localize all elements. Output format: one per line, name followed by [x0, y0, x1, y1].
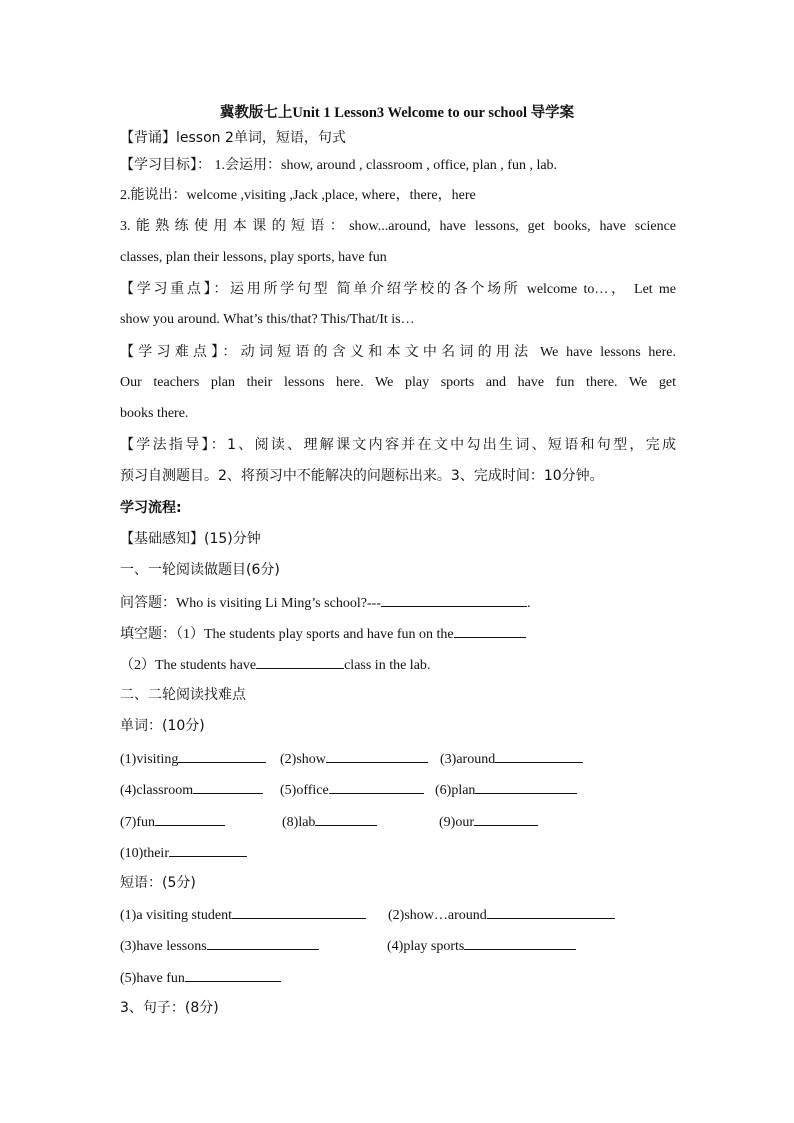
section3-heading: 3、句子：(8分) — [120, 1000, 219, 1016]
word-blank[interactable] — [155, 811, 225, 826]
word-blank[interactable] — [474, 811, 538, 826]
goals-line-1 — [120, 155, 676, 176]
word-blank[interactable] — [178, 748, 266, 763]
word-item: (5)office — [280, 779, 424, 801]
qa-answer-blank[interactable] — [381, 592, 527, 607]
basic-text: (15)分钟 — [204, 531, 261, 547]
word-item: (8)lab — [282, 811, 377, 833]
difficulties-label: 【学习难点】： — [120, 344, 241, 360]
fill-blank-2[interactable] — [256, 654, 344, 669]
word-item: (3)around — [440, 748, 583, 770]
fill-text-2-end: class in the lab. — [344, 658, 431, 673]
key-points-text-1: 运用所学句型 简单介绍学校的各个场所 welcome to…， Let me — [230, 282, 676, 297]
phrase-item: (5)have fun — [120, 967, 281, 989]
word-blank[interactable] — [315, 811, 377, 826]
word-item: (7)fun — [120, 811, 225, 833]
recite-text: lesson 2单词，短语，句式 — [176, 130, 346, 146]
basic-label: 【基础感知】 — [120, 531, 204, 547]
method-line-1 — [120, 435, 676, 456]
phrase-blank[interactable] — [232, 904, 366, 919]
difficulties-text-1: 动词短语的含义和本文中名词的用法 We have lessons here. — [240, 345, 677, 360]
difficulties-line-2: Our teachers plan their lessons here. We play sports and have fun there. We get — [120, 375, 676, 390]
word-item: (2)show — [280, 748, 428, 770]
word-blank[interactable] — [495, 748, 583, 763]
fill-line-2 — [120, 654, 676, 676]
recite-label: 【背诵】 — [120, 130, 176, 146]
word-item: (6)plan — [435, 779, 577, 801]
phrase-item: (4)play sports — [387, 935, 576, 957]
phrase-item: (1)a visiting student — [120, 904, 366, 926]
method-line-2: 预习自测题目。2、将预习中不能解决的问题标出来。3、完成时间：10分钟。 — [120, 468, 604, 484]
phrase-blank[interactable] — [185, 967, 281, 982]
word-blank[interactable] — [193, 779, 263, 794]
fill-label: 填空题： — [120, 626, 176, 642]
difficulties-line-1 — [120, 342, 676, 363]
process-heading: 学习流程: — [120, 500, 182, 516]
goals-text-1: 1.会运用：show, around , classroom , office, plan , fun , lab. — [211, 158, 558, 173]
key-points-label: 【学习重点】： — [120, 281, 231, 297]
key-points-line-1 — [120, 279, 676, 300]
word-blank[interactable] — [475, 779, 577, 794]
fill-text-1: （1）The students play sports and have fun on the — [176, 627, 454, 642]
method-text-1: 1、阅读、理解课文内容并在文中勾出生词、短语和句型，完成 — [227, 437, 676, 453]
section2-heading: 二、二轮阅读找难点 — [120, 687, 246, 703]
phrase-item: (3)have lessons — [120, 935, 319, 957]
qa-text: Who is visiting Li Ming’s school?--- — [176, 596, 381, 611]
section1-heading: 一、一轮阅读做题目(6分) — [120, 562, 280, 578]
key-points-line-2: show you around. What’s this/that? This/That/It is… — [120, 312, 415, 327]
goals-line-2: 2.能说出：welcome ,visiting ,Jack ,place, where，there，here — [120, 188, 476, 203]
phrase-item: (2)show…around — [388, 904, 615, 926]
qa-line — [120, 592, 676, 614]
qa-label: 问答题： — [120, 595, 176, 611]
word-item: (4)classroom — [120, 779, 263, 801]
goals-label: 【学习目标】： — [120, 157, 211, 173]
fill-blank-1[interactable] — [454, 623, 526, 638]
qa-end: . — [526, 596, 531, 611]
word-item: (1)visiting — [120, 748, 266, 770]
word-item: (10)their — [120, 842, 247, 864]
word-blank[interactable] — [326, 748, 428, 763]
recite-line — [120, 128, 676, 149]
phrase-blank[interactable] — [487, 904, 615, 919]
word-blank[interactable] — [329, 779, 424, 794]
fill-text-2: （2）The students have — [120, 658, 257, 673]
phrase-blank[interactable] — [207, 935, 319, 950]
goals-line-4: classes, plan their lessons, play sports, have fun — [120, 250, 387, 265]
word-blank[interactable] — [169, 842, 247, 857]
phrase-blank[interactable] — [464, 935, 576, 950]
page-title: 冀教版七上Unit 1 Lesson3 Welcome to our school 导学案 — [219, 105, 575, 121]
basic-line — [120, 529, 676, 550]
difficulties-line-3: books there. — [120, 406, 189, 421]
goals-line-3: 3.能熟练使用本课的短语：show...around, have lessons, get books, have science — [120, 219, 676, 234]
method-label: 【学法指导】： — [120, 437, 228, 453]
fill-line-1 — [120, 623, 676, 645]
words-heading: 单词：(10分) — [120, 718, 205, 734]
phrases-heading: 短语：(5分) — [120, 875, 196, 891]
word-item: (9)our — [439, 811, 538, 833]
